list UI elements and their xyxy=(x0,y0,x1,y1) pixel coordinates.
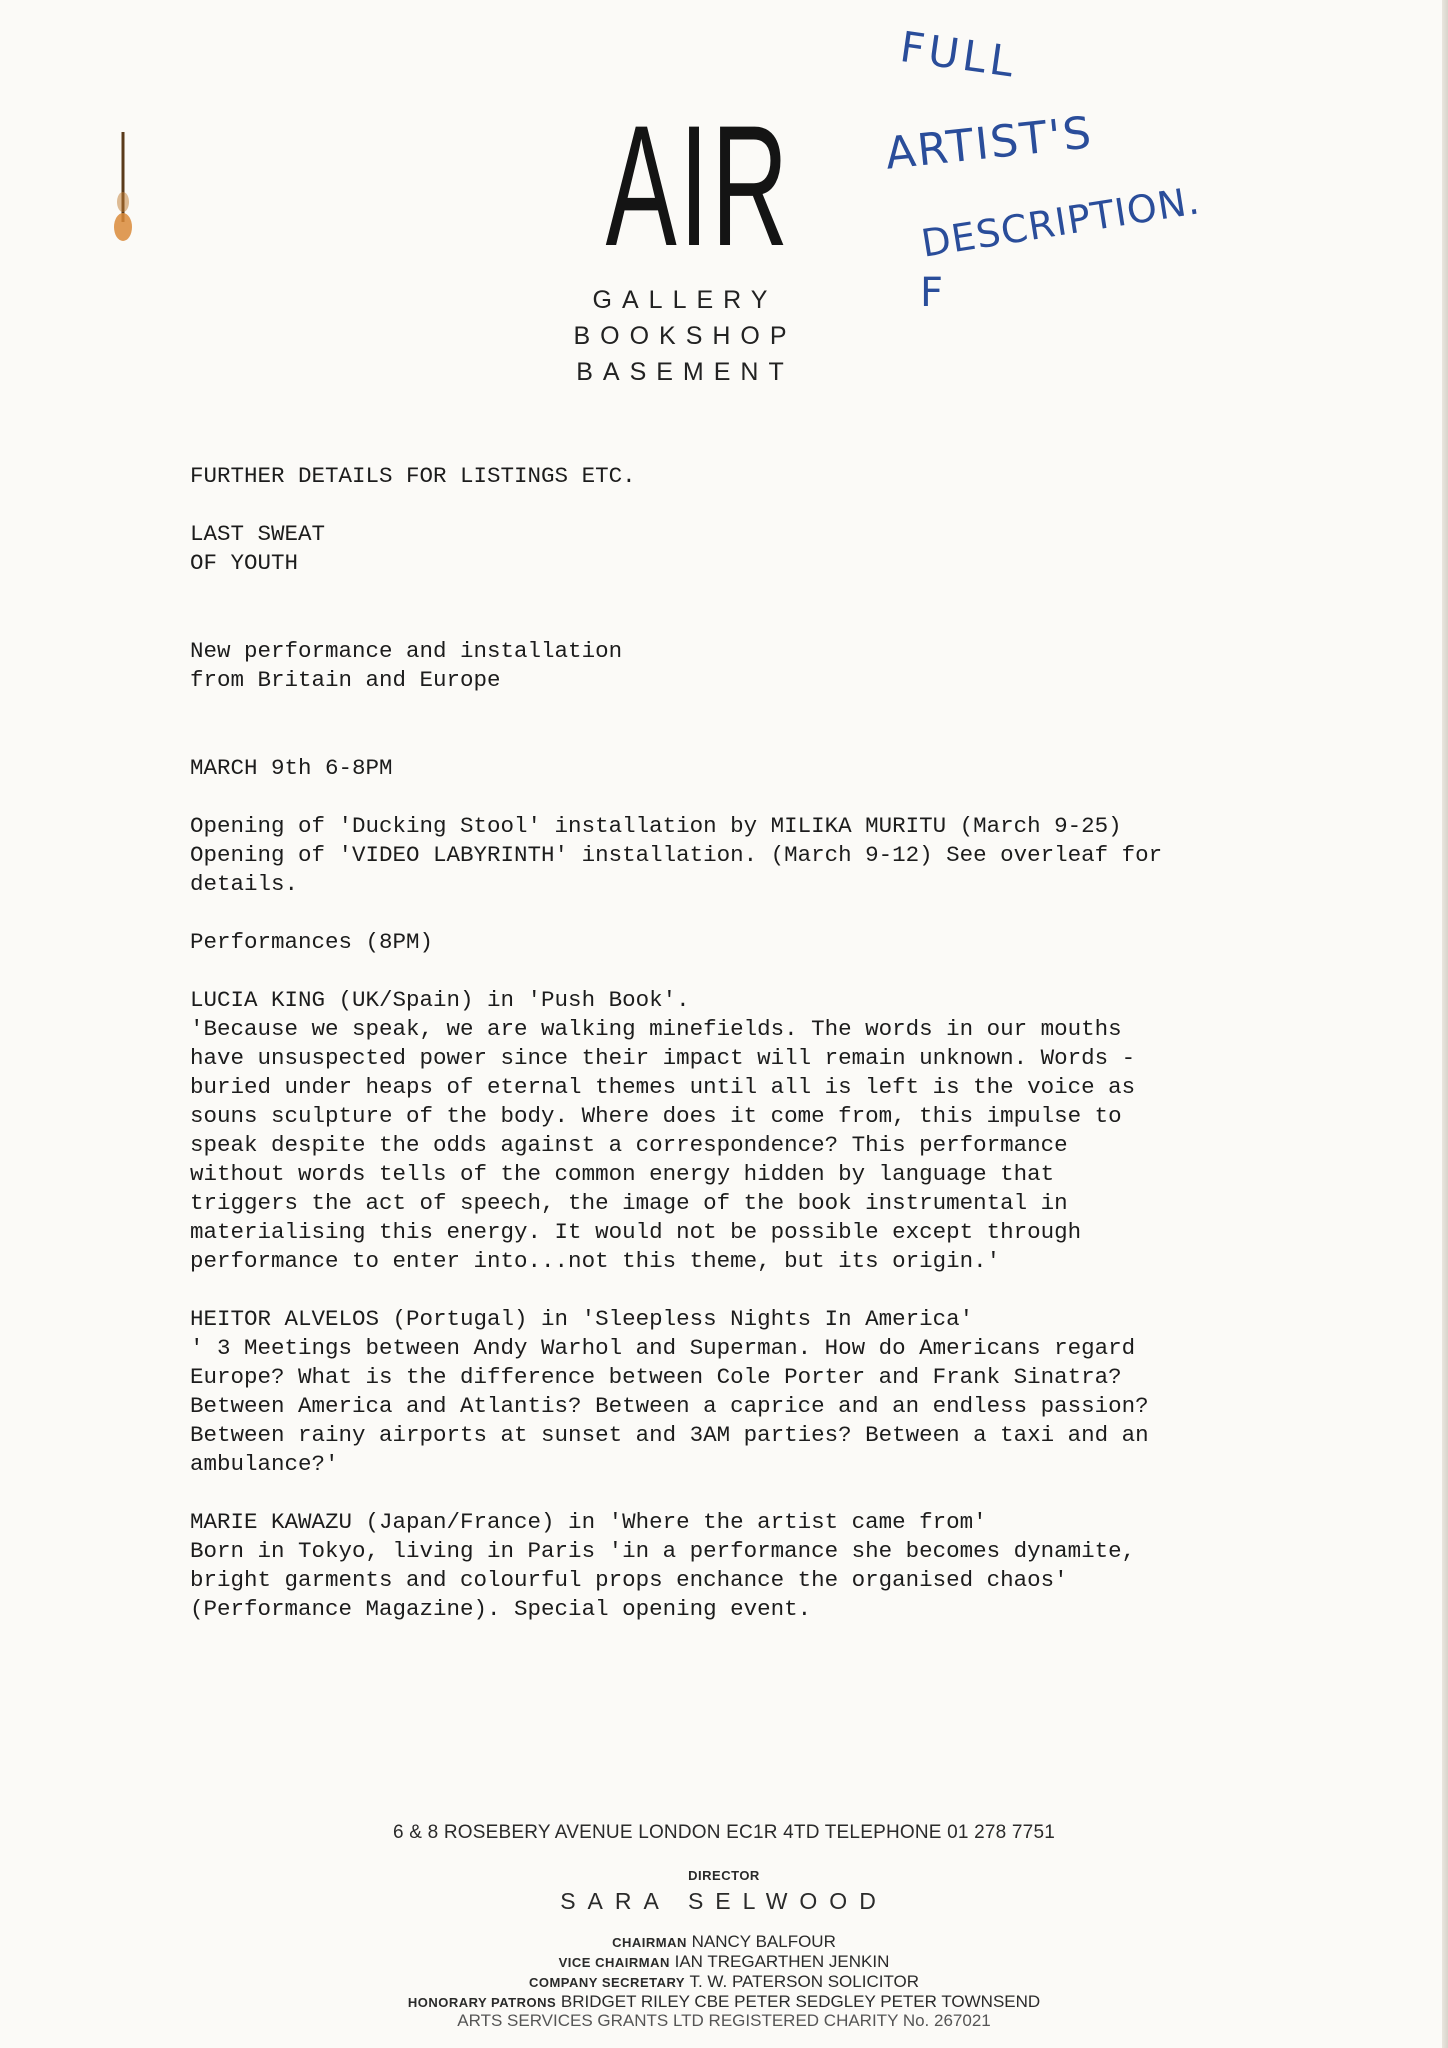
staple-rust-mark xyxy=(112,132,134,244)
footer-director-label: DIRECTOR xyxy=(688,1868,760,1883)
performance-line: LUCIA KING (UK/Spain) in 'Push Book'. xyxy=(190,987,690,1013)
performance-line: (Performance Magazine). Special opening event. xyxy=(190,1596,812,1622)
company-secretary-label: COMPANY SECRETARY xyxy=(528,1975,686,1990)
performance-line: speak despite the odds against a correspondence? This performance xyxy=(190,1132,1068,1158)
footer-company-secretary xyxy=(0,1972,1448,1992)
page-edge xyxy=(1442,0,1448,2048)
performance-line: HEITOR ALVELOS (Portugal) in 'Sleepless Nights In America' xyxy=(190,1306,974,1332)
chairman-label: CHAIRMAN xyxy=(612,1935,687,1950)
opening-line: Opening of 'Ducking Stool' installation by MILIKA MURITU (March 9-25) xyxy=(190,813,1122,839)
footer-director-name: SARA SELWOOD xyxy=(560,1888,888,1914)
footer-charity: ARTS SERVICES GRANTS LTD REGISTERED CHARITY No. 267021 xyxy=(457,2011,991,2030)
performance-line: triggers the act of speech, the image of the book instrumental in xyxy=(190,1190,1068,1216)
footer-vice-chairman xyxy=(0,1952,1448,1972)
performance-line: ambulance?' xyxy=(190,1451,339,1477)
performance-line: souns sculpture of the body. Where does it come from, this impulse to xyxy=(190,1103,1122,1129)
vice-chairman-name: IAN TREGARTHEN JENKIN xyxy=(674,1952,890,1971)
logo-line-bookshop: BOOKSHOP xyxy=(573,322,797,350)
performance-line: materialising this energy. It would not be possible except through xyxy=(190,1219,1082,1245)
performance-line: buried under heaps of eternal themes until all is left is the voice as xyxy=(190,1074,1136,1100)
performance-line: Europe? What is the difference between Cole Porter and Frank Sinatra? xyxy=(190,1364,1122,1390)
performance-line: Born in Tokyo, living in Paris 'in a performance she becomes dynamite, xyxy=(190,1538,1136,1564)
performance-line: have unsuspected power since their impact will remain unknown. Words - xyxy=(190,1045,1136,1071)
footer-address: 6 & 8 ROSEBERY AVENUE LONDON EC1R 4TD TELEPHONE 01 278 7751 xyxy=(393,1822,1055,1843)
company-secretary-name: T. W. PATERSON SOLICITOR xyxy=(689,1972,920,1991)
performance-line: ' 3 Meetings between Andy Warhol and Superman. How do Americans regard xyxy=(190,1335,1136,1361)
air-gallery-logo xyxy=(560,90,800,390)
logo-line-gallery: GALLERY xyxy=(592,286,778,314)
date-line: MARCH 9th 6-8PM xyxy=(190,755,393,781)
footer-honorary-patrons xyxy=(0,1992,1448,2012)
footer-chairman xyxy=(0,1932,1448,1952)
handwritten-line: FULL xyxy=(897,22,1021,87)
subtitle-line: from Britain and Europe xyxy=(190,667,501,693)
performance-line: performance to enter into...not this theme, but its origin.' xyxy=(190,1248,1001,1274)
performances-heading: Performances (8PM) xyxy=(190,929,434,955)
handwritten-note xyxy=(880,22,1240,320)
heading: FURTHER DETAILS FOR LISTINGS ETC. xyxy=(190,463,636,489)
opening-line: details. xyxy=(190,871,299,897)
handwritten-line: DESCRIPTION. xyxy=(918,178,1204,266)
performance-line: 'Because we speak, we are walking minefields. The words in our mouths xyxy=(190,1016,1122,1042)
title-line: OF YOUTH xyxy=(190,550,299,576)
handwritten-line: ARTIST'S xyxy=(882,107,1096,180)
performance-line: bright garments and colourful props enchance the organised chaos' xyxy=(190,1567,1068,1593)
performance-line: without words tells of the common energy hidden by language that xyxy=(190,1161,1055,1187)
subtitle-line: New performance and installation xyxy=(190,638,623,664)
opening-line: Opening of 'VIDEO LABYRINTH' installation. (March 9-12) See overleaf for xyxy=(190,842,1163,868)
vice-chairman-label: VICE CHAIRMAN xyxy=(558,1955,670,1970)
patrons-names: BRIDGET RILEY CBE PETER SEDGLEY PETER TOWNSEND xyxy=(560,1992,1041,2011)
title-line: LAST SWEAT xyxy=(190,521,326,547)
patrons-label: HONORARY PATRONS xyxy=(407,1995,557,2010)
logo-line-basement: BASEMENT xyxy=(576,358,794,386)
performance-line: Between America and Atlantis? Between a caprice and an endless passion? xyxy=(190,1393,1149,1419)
performance-line: MARIE KAWAZU (Japan/France) in 'Where the artist came from' xyxy=(190,1509,987,1535)
performance-line: Between rainy airports at sunset and 3AM parties? Between a taxi and an xyxy=(190,1422,1149,1448)
logo-mark: AIR xyxy=(605,90,791,282)
chairman-name: NANCY BALFOUR xyxy=(691,1932,836,1951)
handwritten-line: F xyxy=(920,270,944,316)
